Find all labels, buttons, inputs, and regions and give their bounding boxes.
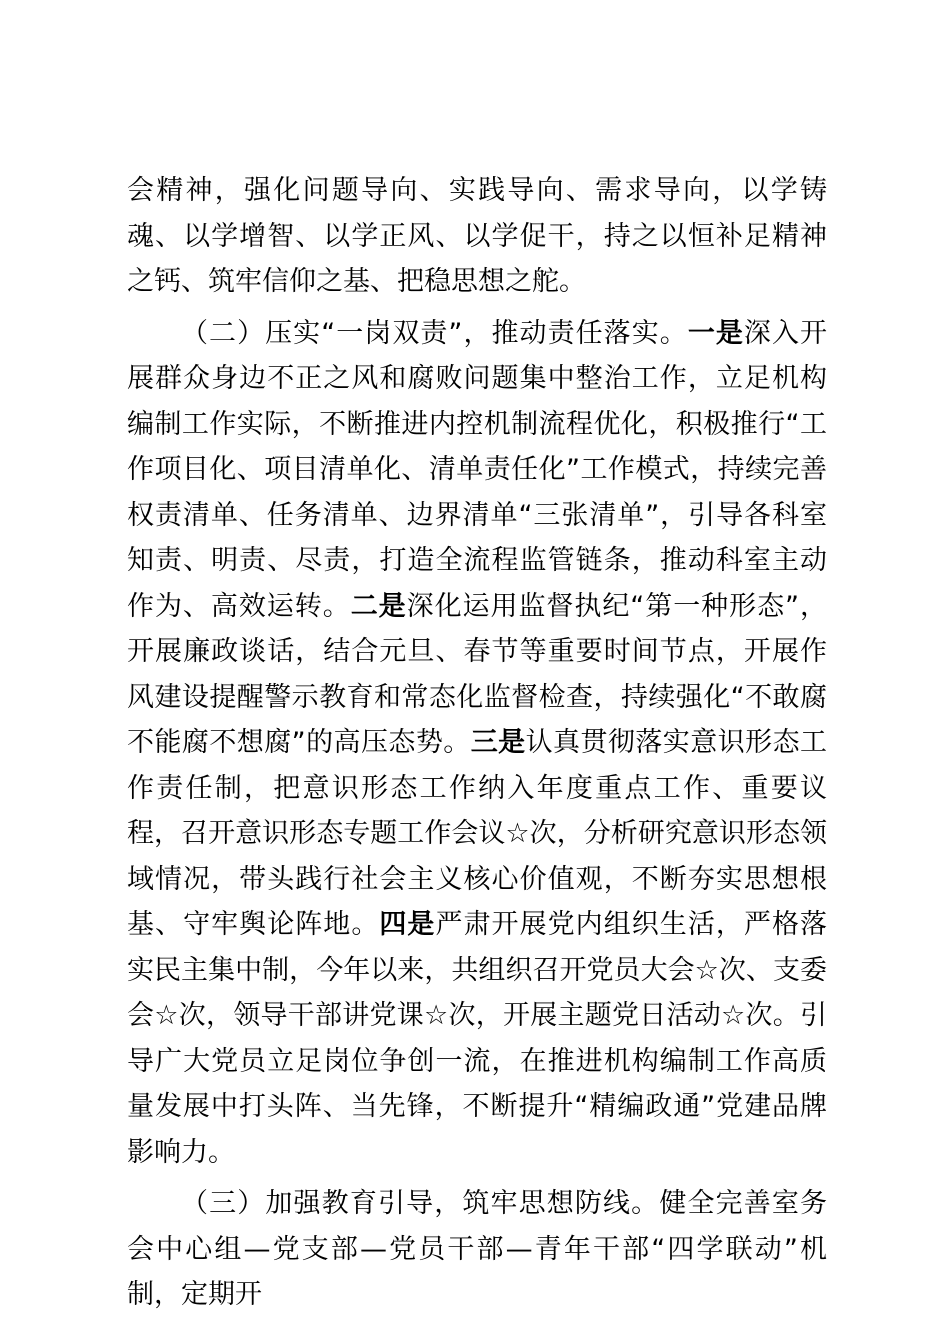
section-heading: （二）压实“一岗双责”，推动责任落实。 <box>181 317 688 349</box>
item-marker-three: 三是 <box>470 727 526 758</box>
item-marker-two: 二是 <box>350 590 407 622</box>
paragraph-text: 会精神，强化问题导向、实践导向、需求导向，以学铸魂、以学增智、以学正风、以学促干，持之以恒补足精神之钙、筑牢信仰之基、把稳思想之舵。 <box>127 175 827 297</box>
item-text-two: 深化运用监督执纪“第一种形态”，开展廉政谈话，结合元旦、春节等重要时间节点，开展作风建设提醒警示教育和常态化监督检查，持续强化“不敢腐不能腐不想腐”的高压态势。 <box>127 590 827 758</box>
paragraph-section-two <box>127 311 827 1176</box>
section-heading: （三）加强教育引导，筑牢思想防线。健全完善室务会中心组—党支部—党员干部—青年干部“四学联动”机制，定期开 <box>127 1188 827 1310</box>
document-body <box>127 168 827 1318</box>
paragraph-section-three <box>127 1181 827 1318</box>
item-marker-one: 一是 <box>687 317 744 349</box>
item-text-three: 认真贯彻落实意识形态工作责任制，把意识形态工作纳入年度重点工作、重要议程，召开意识形态专题工作会议☆次，分析研究意识形态领域情况，带头践行社会主义核心价值观，不断夯实思想根基、守牢舆论阵地。 <box>127 727 828 940</box>
item-marker-four: 四是 <box>379 909 436 940</box>
paragraph-continuation <box>127 168 827 305</box>
item-text-four: 严肃开展党内组织生活，严格落实民主集中制，今年以来，共组织召开党员大会☆次、支委会☆次，领导干部讲党课☆次，开展主题党日活动☆次。引导广大党员立足岗位争创一流，在推进机构编制工作高质量发展中打头阵、当先锋，不断提升“精编政通”党建品牌影响力。 <box>127 909 828 1168</box>
item-text-one: 深入开展群众身边不正之风和腐败问题集中整治工作，立足机构编制工作实际，不断推进内控机制流程优化，积极推行“工作项目化、项目清单化、清单责任化”工作模式，持续完善权责清单、任务清单、边界清单“三张清单”，引导各科室知责、明责、尽责，打造全流程监管链条，推动科室主动作为、高效运转。 <box>127 317 828 622</box>
